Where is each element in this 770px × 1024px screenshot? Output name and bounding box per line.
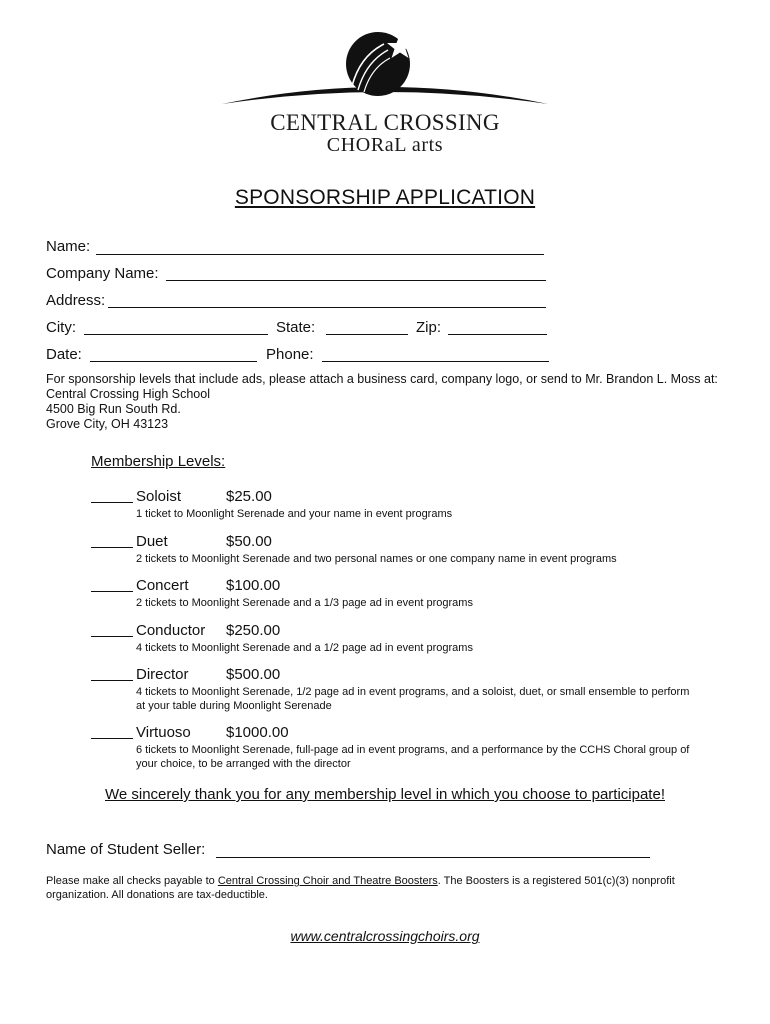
- mailing-instructions: [46, 372, 718, 432]
- address-field[interactable]: [108, 307, 546, 308]
- level-description: 6 tickets to Moonlight Serenade, full-page ad in event programs, and a performance by the CCHS Choral group of your choice, to be arranged with the director: [136, 744, 690, 770]
- date-label: Date:: [46, 346, 82, 363]
- level-check-blank[interactable]: [91, 547, 133, 548]
- thank-you-message: We sincerely thank you for any membership level in which you choose to participate!: [104, 786, 665, 803]
- level-price: $50.00: [226, 533, 272, 550]
- instructions-text: For sponsorship levels that include ads, please attach a business card, company logo, or send to Mr. Brandon L. Moss at:: [46, 372, 718, 386]
- level-description: 2 tickets to Moonlight Serenade and two personal names or one company name in event programs: [136, 553, 617, 565]
- payment-note-intro: Please make all checks payable to: [46, 875, 218, 887]
- level-name: Conductor: [136, 622, 206, 639]
- level-check-blank[interactable]: [91, 680, 133, 681]
- phone-field[interactable]: [322, 361, 549, 362]
- level-name: Virtuoso: [136, 724, 191, 741]
- name-label: Name:: [46, 238, 91, 255]
- organization-logo: [220, 28, 550, 156]
- level-name: Duet: [136, 533, 168, 550]
- company-label: Company Name:: [46, 265, 159, 282]
- website-link[interactable]: www.centralcrossingchoirs.org: [290, 928, 480, 944]
- street-address: 4500 Big Run South Rd.: [46, 402, 181, 416]
- phone-label: Phone:: [266, 346, 314, 363]
- level-description: 1 ticket to Moonlight Serenade and your name in event programs: [136, 508, 453, 520]
- logo-text-secondary: CHORaL arts: [326, 134, 444, 156]
- page-title: SPONSORSHIP APPLICATION: [234, 186, 536, 209]
- level-description: 4 tickets to Moonlight Serenade, 1/2 page ad in event programs, and a soloist, duet, or small ensemble to perform at your table during Moonlight Serenade: [136, 686, 690, 712]
- level-price: $100.00: [226, 577, 281, 594]
- city-state-zip: Grove City, OH 43123: [46, 417, 169, 431]
- level-check-blank[interactable]: [91, 591, 133, 592]
- logo-text-primary: CENTRAL CROSSING: [270, 110, 500, 135]
- payment-note-details: . The Boosters is a registered 501(c)(3) nonprofit organization. All donations are tax-deductible.: [46, 875, 675, 901]
- city-field[interactable]: [84, 334, 268, 335]
- level-description: 2 tickets to Moonlight Serenade and a 1/3 page ad in event programs: [136, 597, 473, 609]
- level-name: Director: [136, 666, 189, 683]
- level-price: $1000.00: [226, 724, 289, 741]
- level-check-blank[interactable]: [91, 738, 133, 739]
- level-price: $500.00: [226, 666, 281, 683]
- company-field[interactable]: [166, 280, 546, 281]
- level-price: $250.00: [226, 622, 281, 639]
- city-label: City:: [46, 319, 76, 336]
- level-price: $25.00: [226, 488, 272, 505]
- address-label: Address:: [46, 292, 106, 309]
- date-field[interactable]: [90, 361, 257, 362]
- state-label: State:: [276, 319, 316, 336]
- name-field[interactable]: [96, 254, 544, 255]
- level-check-blank[interactable]: [91, 636, 133, 637]
- level-description: 4 tickets to Moonlight Serenade and a 1/2 page ad in event programs: [136, 642, 473, 654]
- membership-levels-heading: Membership Levels:: [91, 453, 226, 470]
- moon-star-emblem-icon: [220, 28, 550, 108]
- level-name: Soloist: [136, 488, 182, 505]
- level-name: Concert: [136, 577, 189, 594]
- state-field[interactable]: [326, 334, 408, 335]
- zip-field[interactable]: [448, 334, 547, 335]
- student-seller-label: Name of Student Seller:: [46, 841, 206, 858]
- payment-note: [46, 874, 736, 902]
- zip-label: Zip:: [416, 319, 442, 336]
- level-check-blank[interactable]: [91, 502, 133, 503]
- payee-name: Central Crossing Choir and Theatre Boosters: [217, 875, 438, 887]
- school-name: Central Crossing High School: [46, 387, 210, 401]
- student-seller-field[interactable]: [216, 857, 650, 858]
